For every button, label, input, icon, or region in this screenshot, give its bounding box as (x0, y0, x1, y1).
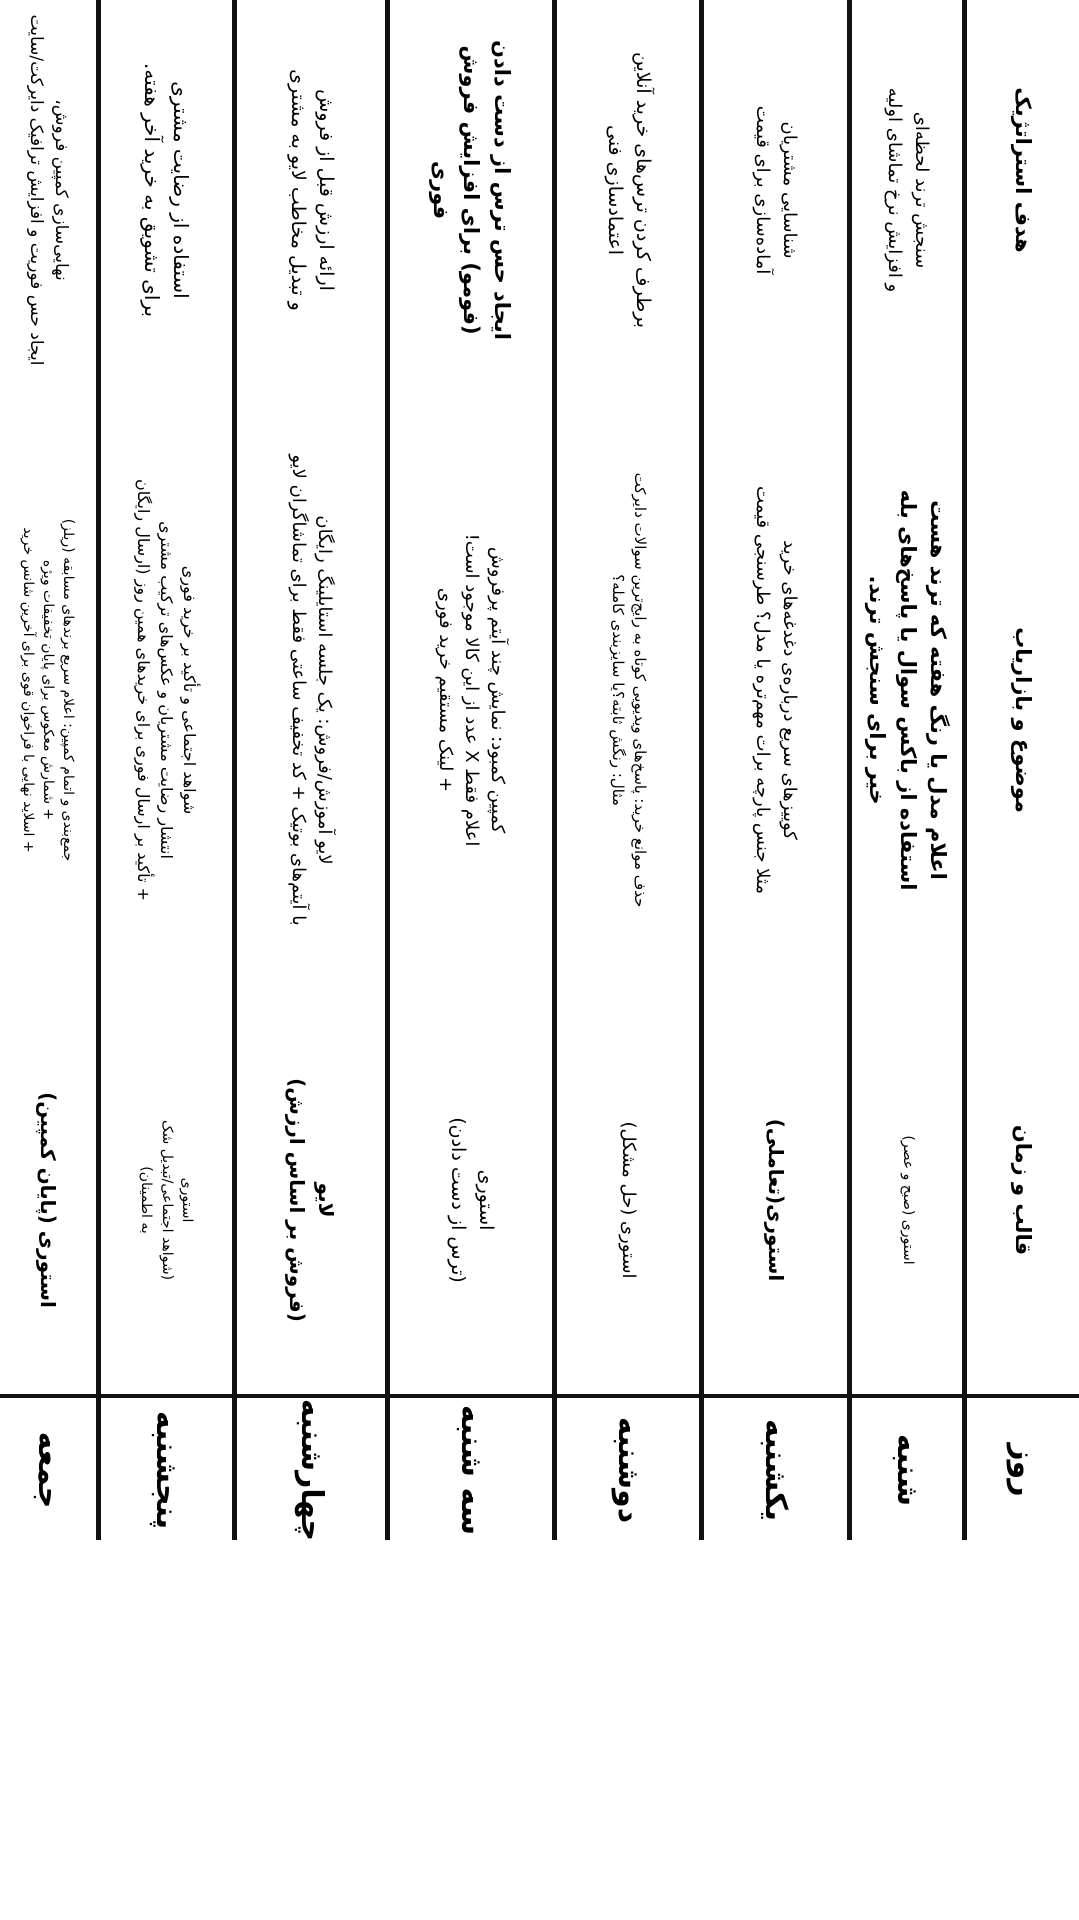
format-cell (704, 1040, 847, 1360)
format-line: استوری (474, 1169, 497, 1231)
format-line: (ترس از دست دادن) (447, 1117, 469, 1283)
format-line: (شواهد اجتماعی/تبدیل شک (158, 1119, 175, 1281)
topic-line: لایو آموزش/فروش: یک جلسه استایلینگ رایگان (314, 515, 336, 865)
topic-line: کوییزهای سریع درباره‌ی دغدغه‌های خرید (778, 540, 800, 840)
topic-line: + اسلاید نهایی با فراخوان قوی برای آخرین شانس خرید (19, 527, 36, 853)
goal-cell (0, 10, 96, 370)
topic-line: کمپین کمبود: نمایش چند آیتم پرفروش (487, 546, 509, 834)
topic-line: جمع‌بندی و اتمام کمپین: اعلام سریع برندهای مسابقه (ریلز) (60, 518, 77, 862)
topic-cell (101, 380, 232, 1000)
topic-line: شواهد اجتماعی و تأکید بر خرید فوری (180, 565, 200, 815)
goal-cell (557, 20, 699, 360)
topic-line: خیر برای سنجش ترند. (865, 575, 890, 805)
goal-line: برای تشویق به خرید آخر هفته. (140, 62, 165, 318)
format-line: به اطمینان) (138, 1166, 155, 1234)
goal-line: ایجاد حس فوریت و افزایش ترافیک دایرکت/سایت (26, 14, 46, 366)
topic-line: + شمارش معکوس برای پایان تخفیفات ویژه (40, 559, 57, 821)
topic-line: انتشار رضایت مشتریان و عکس‌های ترکیب مشتری (157, 521, 177, 859)
day-name: چهارشنبه (293, 1398, 329, 1542)
goal-cell (390, 20, 552, 360)
format-line: استوری (178, 1177, 195, 1223)
header-divider (0, 1394, 1079, 1398)
topic-line: با آیتم‌های بوتیک + کد تخفیف ساعتی فقط برای تماشاگران لایو (288, 454, 309, 926)
format-line: لایو (314, 1182, 338, 1218)
goal-line: اعتمادسازی فنی (604, 124, 626, 256)
goal-line: و افزایش نرخ تماشای اولیه (884, 87, 906, 293)
day-cell (704, 1400, 847, 1540)
format-line: استوری (پایان کمپین) (36, 1092, 61, 1308)
format-cell (101, 1040, 232, 1360)
day-name: جمعه (30, 1431, 66, 1509)
goal-cell (237, 20, 385, 360)
topic-line: اعلام مدل یا رنگ هفته که ترند هست (926, 500, 951, 880)
topic-cell (704, 380, 847, 1000)
header-format (967, 1060, 1079, 1320)
format-line: استوری (صبح و عصر) (899, 1135, 916, 1265)
topic-line: حذف موانع خرید: پاسخ‌های ویدیویی کوتاه به رایج‌ترین سوالات دایرکت (630, 472, 649, 908)
goal-line: برطرف کردن ترس‌های خرید آنلاین (631, 52, 654, 328)
day-name: سه شنبه (453, 1404, 489, 1536)
day-cell (557, 1400, 699, 1540)
topic-cell (390, 380, 552, 1000)
goal-line: ایجاد حس ترس از دست دادن (489, 40, 514, 340)
header-row (967, 0, 1079, 1540)
header-goal (967, 30, 1079, 310)
header-topic (967, 460, 1079, 980)
day-cell (237, 1400, 385, 1540)
header-format-text: قالب و زمان (1011, 1124, 1036, 1256)
goal-line: شناسایی مشتریان (778, 121, 800, 259)
format-cell (237, 1040, 385, 1360)
topic-line: مثلا جنس پارچه برات مهم‌تره یا مدل؟ طرسنجی قیمت (752, 486, 774, 894)
topic-cell (852, 380, 963, 1000)
day-name: پنجشنبه (149, 1410, 185, 1530)
goal-cell (852, 20, 963, 360)
format-cell (0, 1040, 96, 1360)
goal-line: آماده‌سازی برای قیمت (752, 105, 774, 275)
header-goal-text: هدف استراتژیک (1011, 87, 1036, 253)
format-line: (فروش بر اساس ارزش) (285, 1078, 309, 1322)
topic-line: استفاده از باکس سوال یا پاسخ‌های بله (895, 489, 920, 891)
format-cell (557, 1040, 699, 1360)
day-cell (101, 1400, 232, 1540)
day-cell (390, 1400, 552, 1540)
goal-line: سنجش ترند لحظه‌ای (910, 111, 932, 269)
goal-cell (704, 20, 847, 360)
topic-cell (557, 380, 699, 1000)
topic-line: + لینک مستقیم خرید فوری (434, 587, 456, 793)
header-topic-text: موضوع و بازاریاب (1011, 627, 1036, 813)
day-name: دوشنبه (610, 1416, 646, 1524)
day-cell (852, 1400, 963, 1540)
format-line: استوری(تعاملی) (764, 1118, 788, 1282)
goal-line: ارائه ارزش قبل از فروش (314, 89, 337, 291)
goal-line: و تبدیل مخاطب لایو به مشتری (287, 69, 309, 311)
goal-line: نهایی‌سازی کمپین فروش، (50, 99, 71, 281)
day-name: یکشنبه (758, 1419, 794, 1521)
day-name: شنبه (890, 1433, 926, 1507)
format-line: استوری (حل مشکل) (618, 1121, 640, 1279)
day-cell (0, 1400, 96, 1540)
goal-cell (101, 20, 232, 360)
topic-cell (237, 380, 385, 1000)
topic-line: + تأکید بر ارسال فوری برای خریدهای همین روز (ارسال رایگان (133, 479, 153, 901)
format-cell (852, 1040, 963, 1360)
header-day (967, 1400, 1079, 1540)
topic-line: مثال: رنگش ثابته؟یا سایزبندی کامله؟ (609, 574, 627, 806)
goal-line: استفاده از رضایت مشتری (169, 81, 194, 299)
format-cell (390, 1040, 552, 1360)
topic-line: اعلام فقط X عدد از این کالا موجود است! (461, 533, 483, 847)
topic-cell (0, 380, 96, 1000)
goal-line: (فومو) برای افزایش فروش فوری (428, 45, 484, 335)
header-day-text: روز (1005, 1443, 1041, 1497)
